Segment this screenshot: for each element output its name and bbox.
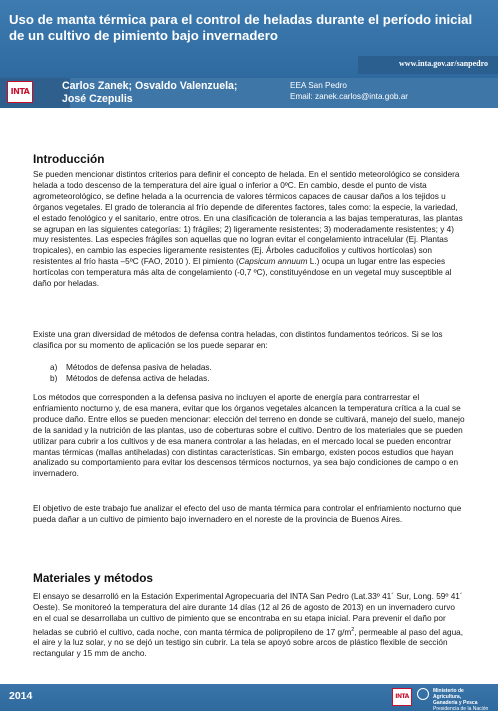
species-name: Capsicum annuum bbox=[238, 257, 308, 267]
section-heading-intro: Introducción bbox=[33, 152, 105, 166]
intro-paragraph-1 bbox=[33, 170, 465, 290]
ministry-line-2: Ganadería y Pesca bbox=[433, 700, 478, 706]
logo-text: INTA bbox=[10, 87, 30, 96]
authors bbox=[62, 80, 282, 105]
text-run: , permeable al paso del agua, el aire y la luz solar, y no se dejó un testigo sin cubrir. La tela se apoyó sobre arcos de plástico flexible de sección rectangular y 15 mm de ancho. bbox=[33, 627, 464, 659]
national-seal-icon bbox=[417, 688, 429, 700]
ministry-line-3: Presidencia de la Nación bbox=[433, 706, 489, 712]
intro-paragraph-2: Existe una gran diversidad de métodos de defensa contra heladas, con distintos fundamentos teóricos. Si se los clasifica por su momento de aplicación se los puede separar en: bbox=[33, 330, 443, 350]
footer-year: 2014 bbox=[9, 690, 33, 702]
authors-line-2: José Czepulis bbox=[62, 92, 133, 105]
intro-paragraph-4: El objetivo de este trabajo fue analizar el efecto del uso de manta térmica para controlar el enfriamiento nocturno que pueda dañar a un cultivo de pimiento bajo invernadero en el noreste de la provincia de Buenos Aires. bbox=[33, 504, 462, 524]
list-label: b) bbox=[50, 374, 58, 383]
website-url[interactable]: www.inta.gov.ar/sanpedro bbox=[399, 59, 488, 68]
footer-inta-logo-icon bbox=[392, 688, 412, 706]
methods-paragraph-1 bbox=[33, 592, 465, 660]
paper-title: Uso de manta térmica para el control de heladas durante el período inicial de un cultivo de pimiento bajo invernadero bbox=[9, 12, 473, 43]
authors-line-1: Carlos Zanek; Osvaldo Valenzuela; bbox=[62, 80, 238, 92]
list-item-a bbox=[50, 363, 212, 374]
section-heading-methods: Materiales y métodos bbox=[33, 571, 153, 585]
list-text: Métodos de defensa activa de heladas. bbox=[66, 374, 210, 383]
affiliation: EEA San Pedro bbox=[290, 81, 347, 90]
superscript: 2 bbox=[351, 626, 355, 633]
text-run: El ensayo se desarrolló en la Estación Experimental Agropecuaria del INTA San Pedro (Lat.33º 41´ Sur, Long. 59º 41´ Oeste). Se monitoreó la temperatura del aire durante 14 días (12 al 26 de agosto de 2013) en un invernadero curvo en el cual se desarrollaba un cultivo de pimiento que se encontraba en su etapa inicial. Para prevenir el daño por heladas se cubrió el cultivo, cada noche, con manta térmica de polipropileno de 17 g/m bbox=[33, 592, 463, 637]
inta-logo-icon bbox=[7, 81, 33, 103]
intro-paragraph-3: Los métodos que corresponden a la defensa pasiva no incluyen el aporte de energía para contrarrestar el enfriamiento nocturno y, de esa manera, evitar que los órganos vegetales alcancen la temperatura crítica a la cual se produce daño. Entre ellos se pueden mencionar: elección del terreno en donde se cultivará, manejo del suelo, manejo de la sanidad y la nutrición de las plantas, uso de coberturas sobre el cultivo. Dentro de los materiales que se pueden utilizar para cubrir a los cultivos y de esa manera controlar a las heladas, en el mercado local se pueden encontrar mantas térmicas (mallas antiheladas) con distintas características. Sin embargo, existen pocos estudios que hayan analizado su comportamiento para evitar los descensos térmicos nocturnos, ya sea bajo condiciones de campo o en invernadero. bbox=[33, 393, 465, 479]
affiliation-block bbox=[290, 80, 408, 102]
list-text: Métodos de defensa pasiva de heladas. bbox=[66, 363, 212, 372]
ministry-text bbox=[433, 688, 493, 712]
text-run: Se pueden mencionar distintos criterios para definir el concepto de helada. En el sentido meteorológico se considera helada a todo descenso de la temperatura del aire igual o inferior a 0ºC. En cambio, desde el punto de vista agrometeorológico, se define helada a la ocurrencia de valores térmicos capaces de causar daños a los tejidos u órganos vegetales. El grado de tolerancia al frío depende de diferentes factores, tales como: la especie, la variedad, el estado fenológico y el sanitario, entre otros. En una clasificación de tolerancia a las bajas temperaturas, las plantas se agrupan en las siguientes categorías: 1) frágiles; 2) ligeramente resistentes; 3) moderadamente resistentes; y 4) muy resistentes. Las especies frágiles son aquellas que no logran evitar el congelamiento intracelular (Ej. Plantas tropicales), en cambio las especies ligeramente resistentes (Ej. Árboles caducifolios y cultivos hortícolas) son resistentes al frío hasta –5ºC (FAO, 2010 ). El pimiento ( bbox=[33, 170, 463, 267]
footer-logo-text: INTA bbox=[395, 693, 409, 700]
text-run: L.) ocupa un lugar entre las especies hortícolas con temperatura más alta de congelamiento (-0,7 ºC), constituyéndose en un vegetal muy susceptible al daño por heladas. bbox=[33, 257, 452, 289]
email[interactable]: Email: zanek.carlos@inta.gob.ar bbox=[290, 92, 408, 101]
ministry-line-1: Ministerio de Agricultura, bbox=[433, 688, 464, 700]
list-label: a) bbox=[50, 363, 58, 372]
list-item-b bbox=[50, 374, 210, 385]
